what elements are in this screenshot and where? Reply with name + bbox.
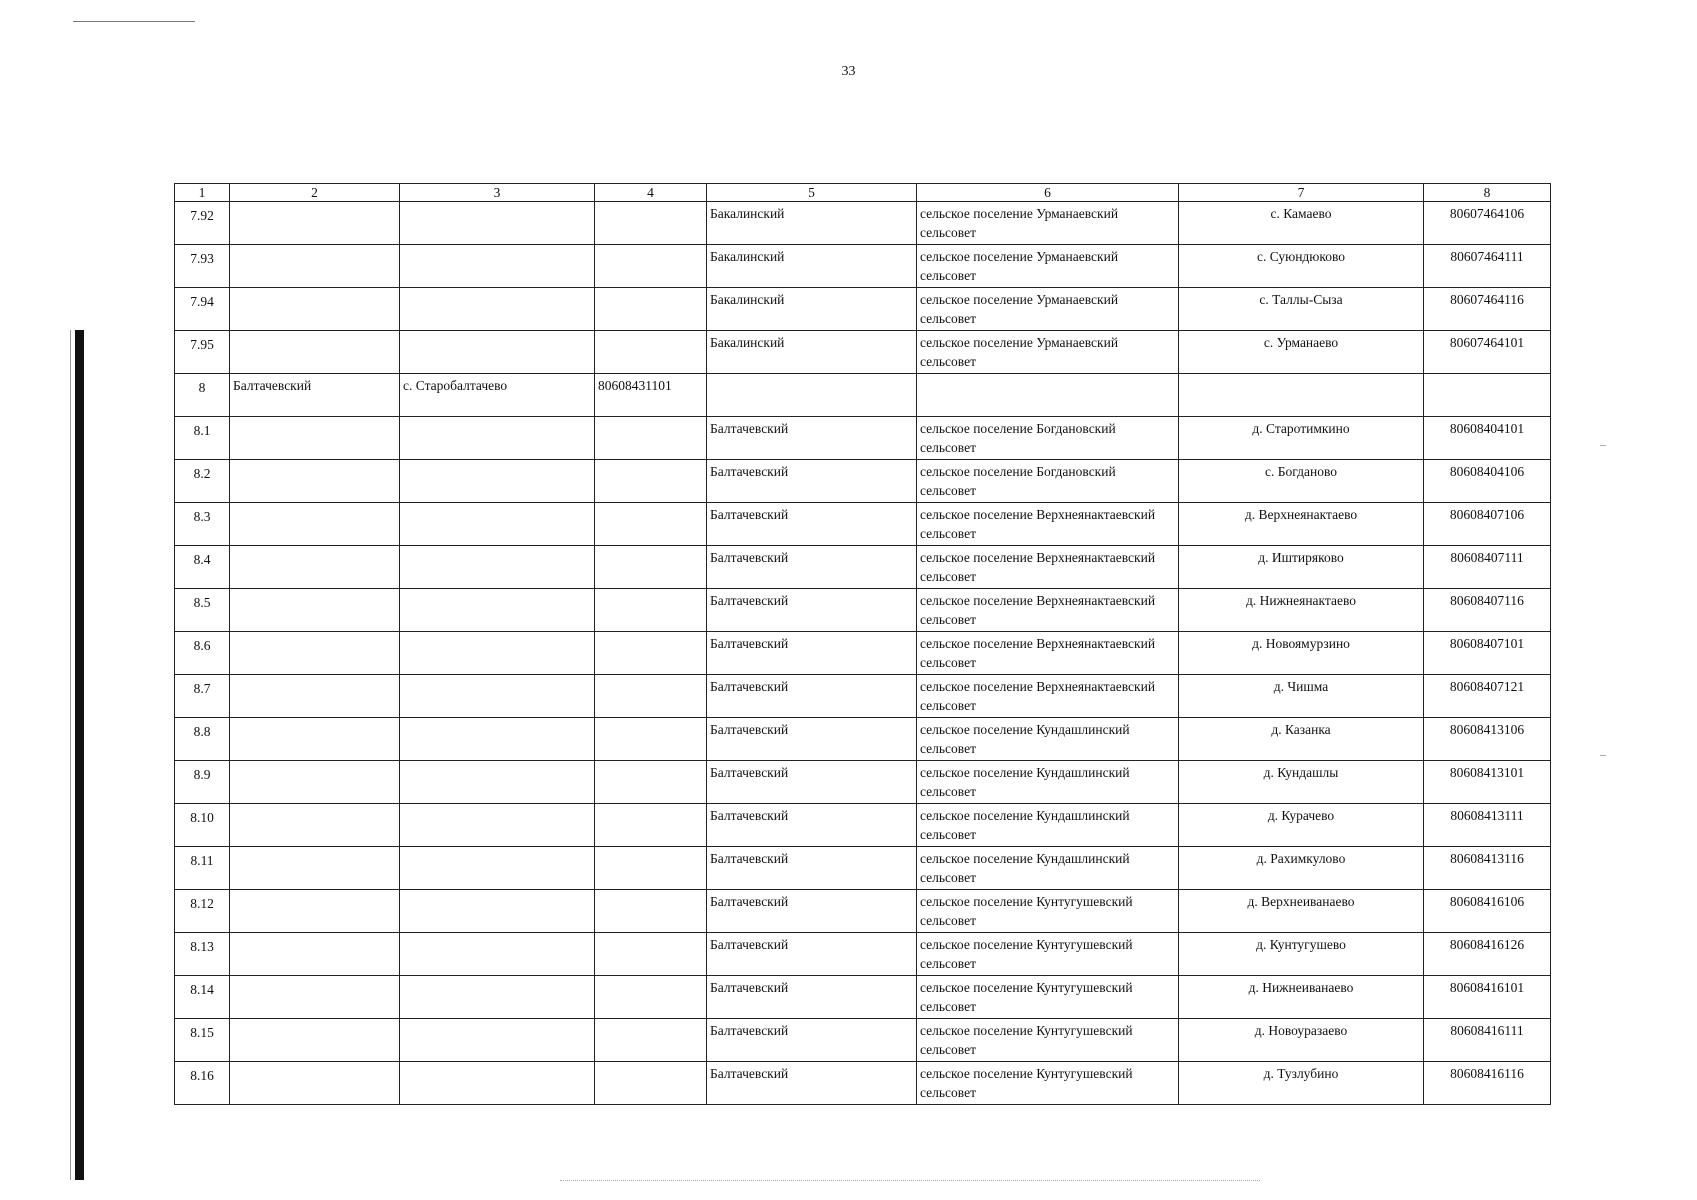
center-oktmo-code (595, 331, 707, 374)
center-oktmo-code (595, 1062, 707, 1105)
column-number: 8 (1424, 184, 1551, 202)
oktmo-code: 80608404106 (1424, 460, 1551, 503)
administrative-center (400, 546, 595, 589)
center-oktmo-code (595, 460, 707, 503)
row-number: 8.12 (175, 890, 230, 933)
district-name (230, 331, 400, 374)
municipal-district (707, 374, 917, 417)
administrative-center (400, 1019, 595, 1062)
top-rule (73, 21, 195, 22)
oktmo-code: 80608407121 (1424, 675, 1551, 718)
administrative-center: с. Старобалтачево (400, 374, 595, 417)
locality-name: д. Верхнеянактаево (1179, 503, 1424, 546)
column-number: 3 (400, 184, 595, 202)
row-number: 8.9 (175, 761, 230, 804)
rural-settlement: сельское поселение Кунтугушевский сельсовет (917, 1019, 1179, 1062)
municipal-district: Бакалинский (707, 288, 917, 331)
oktmo-code: 80608407106 (1424, 503, 1551, 546)
rural-settlement: сельское поселение Кунтугушевский сельсовет (917, 890, 1179, 933)
center-oktmo-code (595, 632, 707, 675)
column-number: 4 (595, 184, 707, 202)
center-oktmo-code (595, 976, 707, 1019)
municipal-district: Балтачевский (707, 632, 917, 675)
table-row (175, 417, 1551, 460)
municipal-district: Бакалинский (707, 331, 917, 374)
row-number: 8.16 (175, 1062, 230, 1105)
page-number: 33 (841, 64, 856, 79)
row-number: 8 (175, 374, 230, 417)
scan-edge-shadow (75, 330, 84, 1180)
rural-settlement: сельское поселение Верхнеянактаевский сельсовет (917, 632, 1179, 675)
oktmo-code: 80608416101 (1424, 976, 1551, 1019)
column-number: 5 (707, 184, 917, 202)
table-row (175, 202, 1551, 245)
municipal-district: Бакалинский (707, 202, 917, 245)
column-number: 2 (230, 184, 400, 202)
center-oktmo-code (595, 718, 707, 761)
table-row (175, 804, 1551, 847)
administrative-center (400, 890, 595, 933)
district-name (230, 417, 400, 460)
rural-settlement: сельское поселение Кунтугушевский сельсовет (917, 976, 1179, 1019)
rural-settlement: сельское поселение Урманаевский сельсовет (917, 245, 1179, 288)
table-row (175, 589, 1551, 632)
administrative-center (400, 847, 595, 890)
scan-noise (1600, 755, 1606, 756)
district-name (230, 976, 400, 1019)
table-row (175, 890, 1551, 933)
center-oktmo-code (595, 847, 707, 890)
locality-name: д. Тузлубино (1179, 1062, 1424, 1105)
locality-name (1179, 374, 1424, 417)
oktmo-code: 80608416126 (1424, 933, 1551, 976)
district-name: Балтачевский (230, 374, 400, 417)
row-number: 8.8 (175, 718, 230, 761)
municipal-district: Балтачевский (707, 417, 917, 460)
center-oktmo-code: 80608431101 (595, 374, 707, 417)
administrative-center (400, 804, 595, 847)
oktmo-code: 80607464116 (1424, 288, 1551, 331)
oktmo-code: 80607464101 (1424, 331, 1551, 374)
table-row (175, 675, 1551, 718)
district-name (230, 761, 400, 804)
table-row (175, 288, 1551, 331)
oktmo-code: 80608407111 (1424, 546, 1551, 589)
table-row (175, 331, 1551, 374)
table-row (175, 1019, 1551, 1062)
locality-name: д. Кундашлы (1179, 761, 1424, 804)
column-number: 1 (175, 184, 230, 202)
center-oktmo-code (595, 546, 707, 589)
oktmo-code: 80608407101 (1424, 632, 1551, 675)
center-oktmo-code (595, 933, 707, 976)
municipal-district: Балтачевский (707, 503, 917, 546)
municipal-district: Балтачевский (707, 1062, 917, 1105)
table-row (175, 374, 1551, 417)
table-row (175, 503, 1551, 546)
row-number: 8.14 (175, 976, 230, 1019)
administrative-center (400, 632, 595, 675)
administrative-center (400, 331, 595, 374)
municipal-district: Балтачевский (707, 761, 917, 804)
rural-settlement: сельское поселение Кунтугушевский сельсовет (917, 933, 1179, 976)
district-name (230, 804, 400, 847)
municipal-district: Бакалинский (707, 245, 917, 288)
oktmo-code: 80607464106 (1424, 202, 1551, 245)
district-name (230, 245, 400, 288)
locality-name: д. Иштиряково (1179, 546, 1424, 589)
rural-settlement: сельское поселение Кундашлинский сельсовет (917, 804, 1179, 847)
district-name (230, 847, 400, 890)
row-number: 8.1 (175, 417, 230, 460)
center-oktmo-code (595, 804, 707, 847)
district-name (230, 202, 400, 245)
locality-name: д. Старотимкино (1179, 417, 1424, 460)
rural-settlement: сельское поселение Верхнеянактаевский сельсовет (917, 503, 1179, 546)
row-number: 8.2 (175, 460, 230, 503)
district-name (230, 503, 400, 546)
center-oktmo-code (595, 1019, 707, 1062)
administrative-center (400, 675, 595, 718)
administrative-center (400, 761, 595, 804)
table-row (175, 718, 1551, 761)
municipal-district: Балтачевский (707, 718, 917, 761)
table-row (175, 933, 1551, 976)
district-name (230, 890, 400, 933)
rural-settlement (917, 374, 1179, 417)
locality-name: д. Новоуразаево (1179, 1019, 1424, 1062)
locality-name: д. Нижнеянактаево (1179, 589, 1424, 632)
oktmo-code: 80608413101 (1424, 761, 1551, 804)
administrative-center (400, 503, 595, 546)
district-name (230, 675, 400, 718)
row-number: 8.11 (175, 847, 230, 890)
rural-settlement: сельское поселение Кундашлинский сельсовет (917, 761, 1179, 804)
municipal-district: Балтачевский (707, 847, 917, 890)
municipal-district: Балтачевский (707, 804, 917, 847)
rural-settlement: сельское поселение Урманаевский сельсовет (917, 288, 1179, 331)
municipal-district: Балтачевский (707, 1019, 917, 1062)
locality-name: д. Новоямурзино (1179, 632, 1424, 675)
rural-settlement: сельское поселение Верхнеянактаевский сельсовет (917, 675, 1179, 718)
municipal-district: Балтачевский (707, 460, 917, 503)
table-row (175, 460, 1551, 503)
rural-settlement: сельское поселение Верхнеянактаевский сельсовет (917, 589, 1179, 632)
row-number: 7.93 (175, 245, 230, 288)
municipal-district: Балтачевский (707, 546, 917, 589)
oktmo-code: 80608416116 (1424, 1062, 1551, 1105)
administrative-center (400, 460, 595, 503)
row-number: 8.4 (175, 546, 230, 589)
row-number: 8.15 (175, 1019, 230, 1062)
scan-noise (1600, 445, 1606, 446)
rural-settlement: сельское поселение Урманаевский сельсовет (917, 202, 1179, 245)
oktmo-code: 80607464111 (1424, 245, 1551, 288)
district-name (230, 1062, 400, 1105)
rural-settlement: сельское поселение Кундашлинский сельсовет (917, 718, 1179, 761)
column-number-row (175, 184, 1551, 202)
locality-name: д. Верхнеиванаево (1179, 890, 1424, 933)
district-name (230, 288, 400, 331)
administrative-center (400, 288, 595, 331)
row-number: 8.3 (175, 503, 230, 546)
oktmo-code: 80608413116 (1424, 847, 1551, 890)
oktmo-code: 80608404101 (1424, 417, 1551, 460)
municipal-district: Балтачевский (707, 933, 917, 976)
center-oktmo-code (595, 589, 707, 632)
scan-edge-line (70, 330, 71, 1180)
district-name (230, 1019, 400, 1062)
locality-name: д. Нижнеиванаево (1179, 976, 1424, 1019)
rural-settlement: сельское поселение Богдановский сельсовет (917, 460, 1179, 503)
oktmo-code (1424, 374, 1551, 417)
row-number: 8.5 (175, 589, 230, 632)
scan-noise (560, 1180, 1260, 1182)
row-number: 7.95 (175, 331, 230, 374)
table-row (175, 976, 1551, 1019)
row-number: 8.7 (175, 675, 230, 718)
locality-name: с. Суюндюково (1179, 245, 1424, 288)
center-oktmo-code (595, 417, 707, 460)
column-number: 7 (1179, 184, 1424, 202)
center-oktmo-code (595, 288, 707, 331)
settlements-table (174, 183, 1551, 1105)
locality-name: д. Казанка (1179, 718, 1424, 761)
rural-settlement: сельское поселение Верхнеянактаевский сельсовет (917, 546, 1179, 589)
municipal-district: Балтачевский (707, 890, 917, 933)
rural-settlement: сельское поселение Кунтугушевский сельсовет (917, 1062, 1179, 1105)
district-name (230, 632, 400, 675)
locality-name: д. Чишма (1179, 675, 1424, 718)
table-row (175, 546, 1551, 589)
district-name (230, 933, 400, 976)
locality-name: с. Урманаево (1179, 331, 1424, 374)
row-number: 7.92 (175, 202, 230, 245)
row-number: 7.94 (175, 288, 230, 331)
administrative-center (400, 589, 595, 632)
rural-settlement: сельское поселение Кундашлинский сельсовет (917, 847, 1179, 890)
oktmo-code: 80608413106 (1424, 718, 1551, 761)
locality-name: д. Рахимкулово (1179, 847, 1424, 890)
administrative-center (400, 1062, 595, 1105)
district-name (230, 718, 400, 761)
center-oktmo-code (595, 675, 707, 718)
oktmo-code: 80608407116 (1424, 589, 1551, 632)
administrative-center (400, 933, 595, 976)
administrative-center (400, 202, 595, 245)
municipal-district: Балтачевский (707, 589, 917, 632)
row-number: 8.6 (175, 632, 230, 675)
district-name (230, 460, 400, 503)
locality-name: д. Курачево (1179, 804, 1424, 847)
district-name (230, 589, 400, 632)
row-number: 8.10 (175, 804, 230, 847)
table-row (175, 1062, 1551, 1105)
locality-name: с. Таллы-Сыза (1179, 288, 1424, 331)
center-oktmo-code (595, 761, 707, 804)
administrative-center (400, 976, 595, 1019)
oktmo-code: 80608416111 (1424, 1019, 1551, 1062)
oktmo-code: 80608416106 (1424, 890, 1551, 933)
center-oktmo-code (595, 890, 707, 933)
district-name (230, 546, 400, 589)
municipal-district: Балтачевский (707, 976, 917, 1019)
administrative-center (400, 245, 595, 288)
table-row (175, 847, 1551, 890)
oktmo-code: 80608413111 (1424, 804, 1551, 847)
rural-settlement: сельское поселение Урманаевский сельсовет (917, 331, 1179, 374)
center-oktmo-code (595, 503, 707, 546)
table-row (175, 761, 1551, 804)
administrative-center (400, 718, 595, 761)
locality-name: с. Богданово (1179, 460, 1424, 503)
center-oktmo-code (595, 202, 707, 245)
locality-name: д. Кунтугушево (1179, 933, 1424, 976)
center-oktmo-code (595, 245, 707, 288)
municipal-district: Балтачевский (707, 675, 917, 718)
column-number: 6 (917, 184, 1179, 202)
rural-settlement: сельское поселение Богдановский сельсовет (917, 417, 1179, 460)
table-row (175, 632, 1551, 675)
row-number: 8.13 (175, 933, 230, 976)
locality-name: с. Камаево (1179, 202, 1424, 245)
table-row (175, 245, 1551, 288)
administrative-center (400, 417, 595, 460)
